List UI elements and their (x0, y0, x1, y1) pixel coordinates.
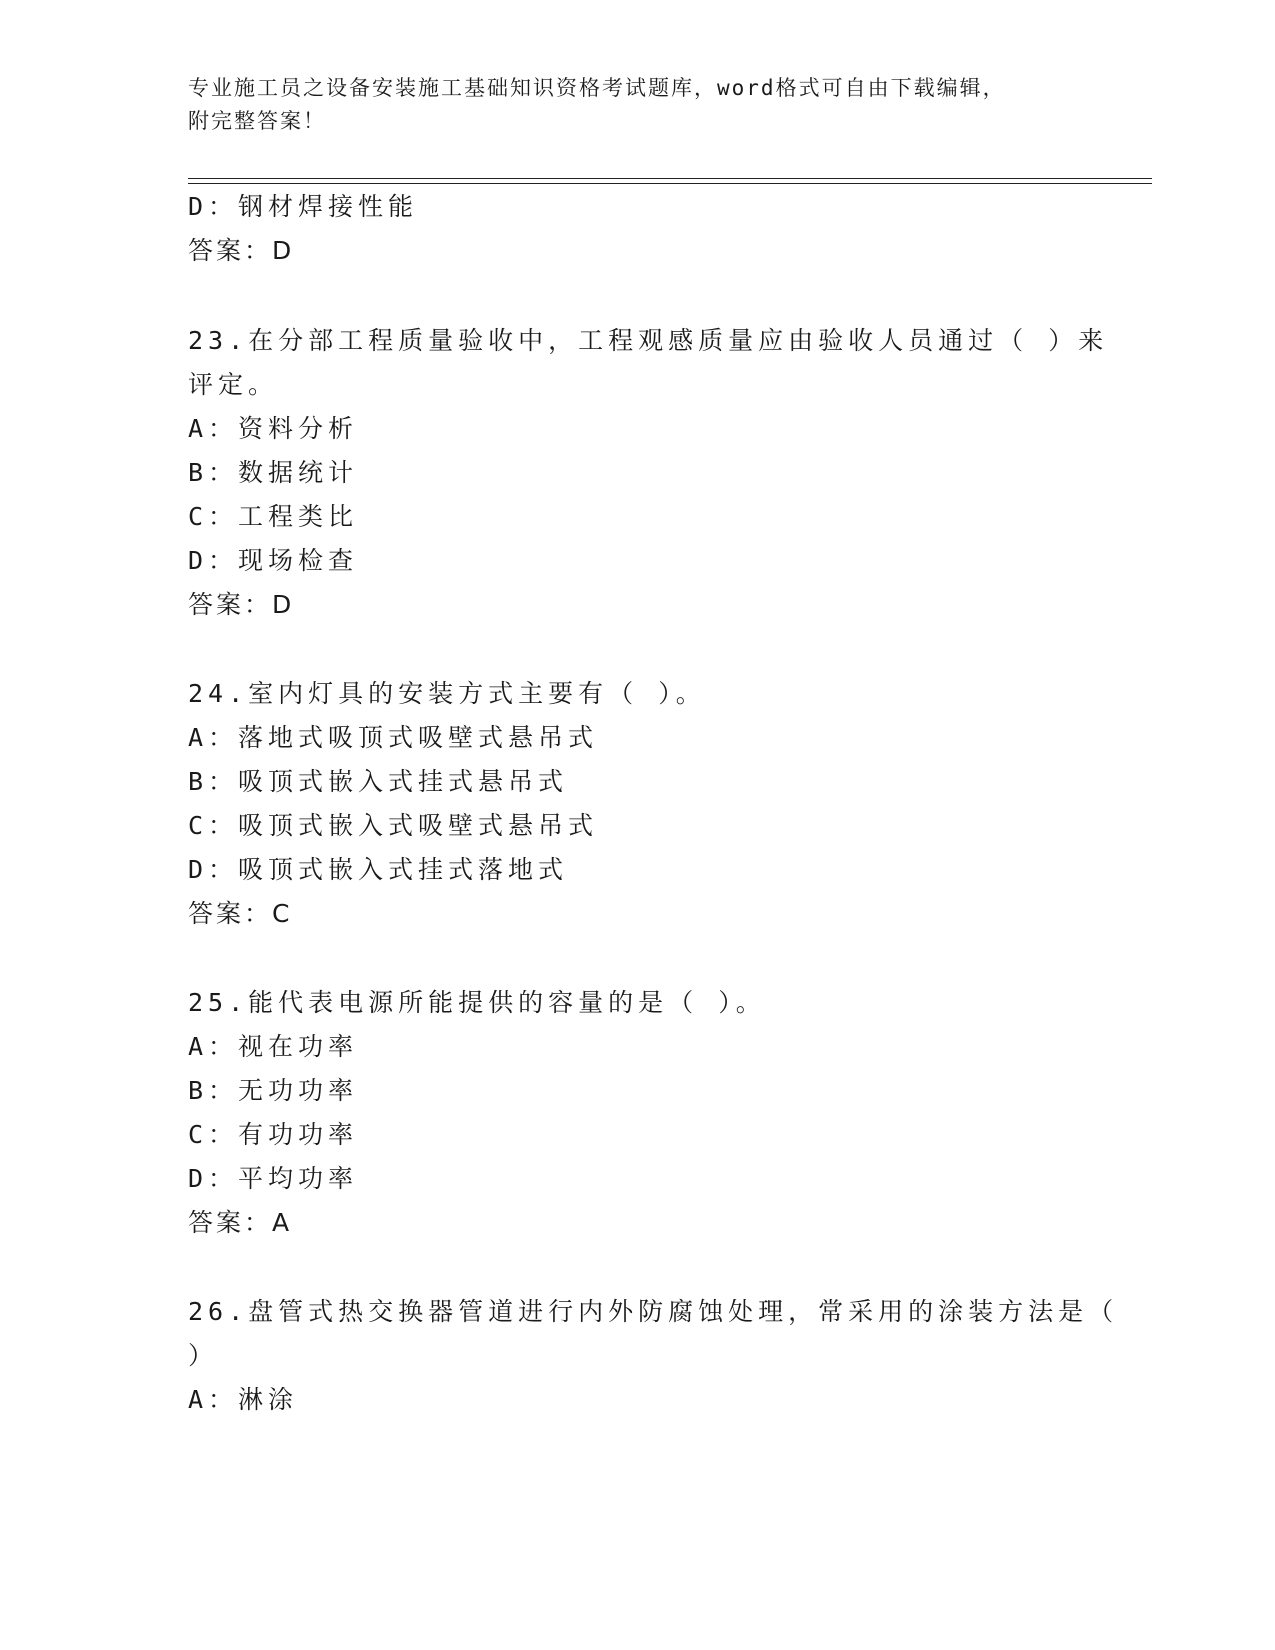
header-divider-bottom (188, 183, 1152, 184)
q26-stem-line2: ） (188, 1341, 219, 1370)
q25-option-b: B：无功功率 (188, 1076, 359, 1105)
q26-stem-line1: 26.盘管式热交换器管道进行内外防腐蚀处理，常采用的涂装方法是（ (188, 1297, 1119, 1326)
q25-stem-line1: 25.能代表电源所能提供的容量的是（ ）。 (188, 988, 766, 1017)
q24-answer: 答案：C (188, 899, 293, 928)
prev-answer: 答案：D (188, 236, 295, 265)
header-divider-top (188, 178, 1152, 179)
q23-option-a: A：资料分析 (188, 414, 359, 443)
q25-option-a: A：视在功率 (188, 1032, 359, 1061)
document-header (188, 72, 1068, 138)
q24-option-a: A：落地式吸顶式吸壁式悬吊式 (188, 723, 599, 752)
header-title-line2: 附完整答案！ (188, 109, 326, 133)
q25-option-c: C：有功功率 (188, 1120, 359, 1149)
q24-option-c: C：吸顶式嵌入式吸壁式悬吊式 (188, 811, 599, 840)
header-title-line1: 专业施工员之设备安装施工基础知识资格考试题库，word格式可自由下载编辑， (188, 76, 1006, 100)
q25-option-d: D：平均功率 (188, 1164, 359, 1193)
q23-option-b: B：数据统计 (188, 458, 359, 487)
q26-option-a: A：淋涂 (188, 1385, 299, 1414)
q23-stem-line1: 23.在分部工程质量验收中，工程观感质量应由验收人员通过（ ）来 (188, 326, 1109, 355)
prev-option-d: D：钢材焊接性能 (188, 192, 419, 221)
q24-option-d: D：吸顶式嵌入式挂式落地式 (188, 855, 569, 884)
q23-option-d: D：现场检查 (188, 546, 359, 575)
q23-option-c: C：工程类比 (188, 502, 359, 531)
q23-stem-line2: 评定。 (188, 370, 279, 399)
q24-option-b: B：吸顶式嵌入式挂式悬吊式 (188, 767, 569, 796)
q24-stem-line1: 24.室内灯具的安装方式主要有（ ）。 (188, 679, 706, 708)
q25-answer: 答案：A (188, 1208, 293, 1237)
q23-answer: 答案：D (188, 590, 295, 619)
